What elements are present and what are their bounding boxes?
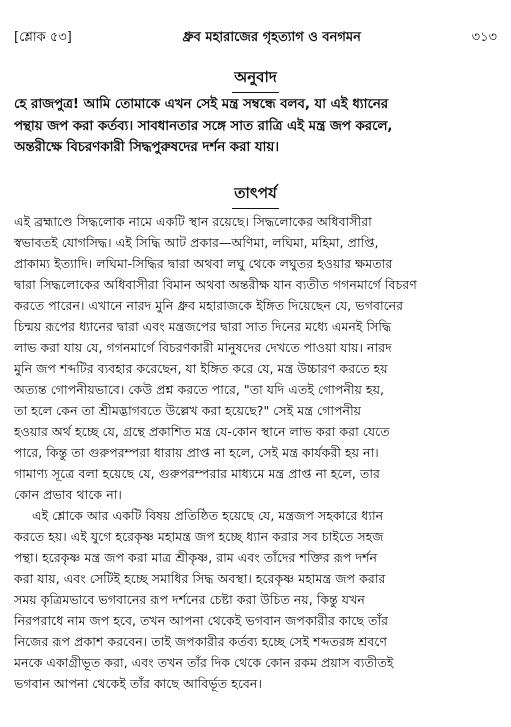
purport-text bbox=[14, 211, 497, 694]
purport-line: কোন প্রভাব থাকে না। bbox=[14, 487, 122, 502]
page-number: ৩১৩ bbox=[471, 29, 497, 45]
purport-line: প্রাকাম্য ইত্যাদি। লঘিমা-সিদ্ধির দ্বারা অথবা লঘু থেকে লঘুতর হওয়ার ক্ষমতার bbox=[14, 256, 393, 271]
purport-line: পন্থা। হরেকৃষ্ণ মন্ত্র জপ করা মাত্র শ্রীকৃষ্ণ, রাম এবং তাঁদের শক্তির রূপ দর্শন bbox=[14, 550, 378, 565]
purport-line: এই শ্লোকে আর একটি বিষয় প্রতিষ্ঠিত হয়েছে যে, মন্ত্রজপ সহকারে ধ্যান bbox=[32, 508, 384, 523]
purport-line: করতে পারেন। এখানে নারদ মুনি ধ্রুব মহারাজকে ইঙ্গিত দিয়েছেন যে, ভগবানের bbox=[14, 298, 404, 313]
purport-line: করা যায়, এবং সেটিই হচ্ছে সমাধির সিদ্ধ অবস্থা। হরেকৃষ্ণ মহামন্ত্র জপ করার bbox=[14, 571, 386, 586]
purport-line: করতে হয়। এই যুগে হরেকৃষ্ণ মহামন্ত্র জপ হচ্ছে ধ্যান করার সব চাইতে সহজ bbox=[14, 529, 384, 544]
purport-paragraph-2 bbox=[14, 505, 497, 694]
purport-heading-text: তাৎপর্য bbox=[232, 182, 278, 209]
purport-line: ভগবান আপনা থেকেই তাঁর কাছে আবির্ভূত হবেন। bbox=[14, 676, 262, 691]
purport-line: দ্বারা সিদ্ধলোকের অধিবাসীরা বিমান অথবা অন্তরীক্ষ যান ব্যতীত গগনমার্গে বিচরণ bbox=[14, 277, 417, 292]
translation-line: পন্থায় জপ করা কর্তব্য। সাবধানতার সঙ্গে সাত রাত্রি এই মন্ত্র জপ করলে, bbox=[14, 118, 393, 134]
running-header bbox=[14, 28, 497, 48]
translation-heading-text: অনুবাদ bbox=[232, 66, 279, 93]
purport-line: সময় কৃত্রিমভাবে ভগবানের রূপ দর্শনের চেষ্টা করা উচিত নয়, কিন্তু যখন bbox=[14, 592, 365, 607]
purport-line: এই ব্রহ্মাণ্ডে সিদ্ধলোক নামে একটি স্থান রয়েছে। সিদ্ধলোকের অধিবাসীরা bbox=[14, 214, 372, 229]
purport-line: নিজের রূপ প্রকাশ করবেন। তাই জপকারীর কর্তব্য হচ্ছে সেই শব্দতরঙ্গ শ্রবণে bbox=[14, 634, 388, 649]
translation-text bbox=[14, 94, 497, 159]
translation-line: অন্তরীক্ষে বিচরণকারী সিদ্ধপুরুষদের দর্শন করা যায়। bbox=[14, 140, 279, 155]
purport-line: হওয়ার অর্থ হচ্ছে যে, গ্রন্থে প্রকাশিত মন্ত্র যে-কোন স্থানে লাভ করা করা যেতে bbox=[14, 424, 390, 439]
purport-line: মুনি জপ শব্দটির ব্যবহার করেছেন, যা ইঙ্গিত করে যে, মন্ত্র উচ্চারণ করতে হয় bbox=[14, 361, 388, 376]
purport-line: মনকে একাগ্রীভূত করা, এবং তখন তাঁর দিক থেকে কোন রকম প্রয়াস ব্যতীতই bbox=[14, 655, 394, 670]
purport-line: চিন্ময় রূপের ধ্যানের দ্বারা এবং মন্ত্রজপের দ্বারা সাত দিনের মধ্যে এমনই সিদ্ধি bbox=[14, 319, 392, 334]
purport-line: লাভ করা যায় যে, গগনমার্গে বিচরণকারী মানুষদের দেখতে পাওয়া যায়। নারদ bbox=[14, 340, 392, 355]
purport-line: স্বভাবতই যোগসিদ্ধ। এই সিদ্ধি আট প্রকার—অণিমা, লঘিমা, মহিমা, প্রাপ্তি, bbox=[14, 235, 379, 250]
purport-line: অত্যন্ত গোপনীয়ভাবে। কেউ প্রশ্ন করতে পারে, "তা যদি এতই গোপনীয় হয়, bbox=[14, 382, 385, 397]
translation-heading bbox=[0, 66, 511, 93]
purport-paragraph-1 bbox=[14, 211, 497, 505]
purport-line: নিরপরাধে নাম জপ হবে, তখন আপনা থেকেই ভগবান জপকারীর কাছে তাঁর bbox=[14, 613, 389, 628]
chapter-title: ধ্রুব মহারাজের গৃহত্যাগ ও বনগমন bbox=[182, 29, 361, 45]
purport-line: পারে, কিন্তু তা গুরুপরম্পরা ধারায় প্রাপ্ত না হলে, সেই মন্ত্র কার্যকরী হয় না। bbox=[14, 445, 379, 460]
purport-line: গামাণ্য সূত্রে বলা হয়েছে যে, গুরুপরম্পরার মাধ্যমে মন্ত্র প্রাপ্ত না হলে, তার bbox=[14, 466, 380, 481]
translation-line: হে রাজপুত্র! আমি তোমাকে এখন সেই মন্ত্র সম্বন্ধে বলব, যা এই ধ্যানের bbox=[14, 97, 389, 112]
purport-heading bbox=[0, 182, 511, 209]
verse-reference: [শ্লোক ৫৩] bbox=[14, 29, 72, 45]
purport-line: তা হলে কেন তা শ্রীমদ্ভাগবতে উল্লেখ করা হয়েছে?" সেই মন্ত্র গোপনীয় bbox=[14, 403, 362, 418]
